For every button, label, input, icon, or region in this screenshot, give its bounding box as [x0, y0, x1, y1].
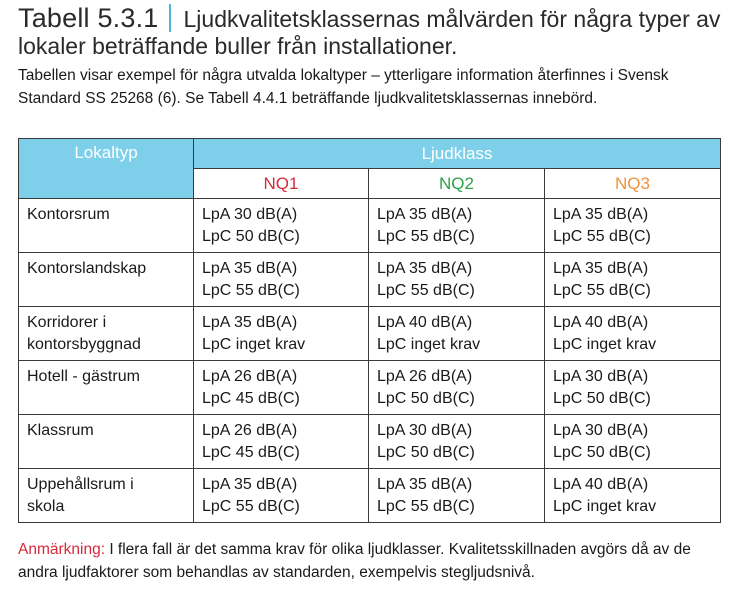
lpa-value: LpA 35 dB(A)	[377, 206, 473, 223]
room-type-cell	[19, 415, 194, 469]
lpa-value: LpA 26 dB(A)	[202, 422, 298, 439]
lpc-value: LpC 55 dB(C)	[553, 282, 651, 299]
table-caption	[18, 4, 730, 60]
lpa-value: LpA 35 dB(A)	[553, 206, 649, 223]
lpa-value: LpA 35 dB(A)	[202, 476, 298, 493]
value-cell-nq2	[369, 415, 545, 469]
table-row	[19, 415, 721, 469]
value-cell-nq1	[194, 307, 369, 361]
lpc-value: LpC 50 dB(C)	[553, 444, 651, 461]
table-number: Tabell 5.3.1	[18, 3, 159, 33]
lpa-value: LpA 35 dB(A)	[553, 260, 649, 277]
lpc-value: LpC 45 dB(C)	[202, 390, 300, 407]
lpa-value: LpA 35 dB(A)	[377, 260, 473, 277]
caption-divider	[169, 4, 171, 32]
note-paragraph	[18, 538, 730, 584]
lpa-value: LpA 30 dB(A)	[202, 206, 298, 223]
value-cell-nq1	[194, 415, 369, 469]
lpa-value: LpA 40 dB(A)	[553, 314, 649, 331]
room-type-line: Uppehållsrum i	[27, 476, 134, 493]
value-cell-nq3	[545, 469, 721, 523]
value-cell-nq2	[369, 361, 545, 415]
header-row	[19, 139, 721, 169]
note-label: Anmärkning:	[18, 541, 106, 558]
lpc-value: LpC 55 dB(C)	[202, 282, 300, 299]
header-nq2: NQ2	[369, 169, 545, 199]
room-type-line: Korridorer i	[27, 314, 107, 331]
table-row	[19, 361, 721, 415]
value-cell-nq3	[545, 415, 721, 469]
value-cell-nq2	[369, 307, 545, 361]
value-cell-nq1	[194, 361, 369, 415]
room-type-cell	[19, 307, 194, 361]
lpa-value: LpA 35 dB(A)	[377, 476, 473, 493]
lpc-value: LpC inget krav	[377, 336, 481, 353]
intro-paragraph: Tabellen visar exempel för några utvalda lokaltyper – ytterligare information återfinnes i Svensk Standard SS 25268 (6). Se Tabell 4.4.1 beträffande ljudkvalitetsklassernas innebörd.	[18, 67, 669, 107]
lpc-value: LpC 55 dB(C)	[553, 228, 651, 245]
lpc-value: LpC 45 dB(C)	[202, 444, 300, 461]
room-type-cell	[19, 199, 194, 253]
value-cell-nq2	[369, 469, 545, 523]
sound-class-table	[18, 138, 721, 523]
lpc-value: LpC 55 dB(C)	[377, 498, 475, 515]
value-cell-nq1	[194, 469, 369, 523]
lpa-value: LpA 35 dB(A)	[202, 314, 298, 331]
lpc-value: LpC 55 dB(C)	[377, 228, 475, 245]
room-type-line: Kontorslandskap	[27, 260, 147, 277]
lpc-value: LpC 50 dB(C)	[553, 390, 651, 407]
value-cell-nq3	[545, 307, 721, 361]
header-nq1: NQ1	[194, 169, 369, 199]
table-row	[19, 469, 721, 523]
lpc-value: LpC inget krav	[553, 498, 657, 515]
value-cell-nq3	[545, 361, 721, 415]
room-type-cell	[19, 253, 194, 307]
value-cell-nq2	[369, 199, 545, 253]
table-row	[19, 199, 721, 253]
value-cell-nq2	[369, 253, 545, 307]
lpa-value: LpA 30 dB(A)	[553, 422, 649, 439]
value-cell-nq1	[194, 253, 369, 307]
header-lokaltyp: Lokaltyp	[19, 139, 194, 199]
header-ljudklass: Ljudklass	[194, 139, 721, 169]
lpa-value: LpA 40 dB(A)	[553, 476, 649, 493]
table-row	[19, 253, 721, 307]
lpc-value: LpC 50 dB(C)	[202, 228, 300, 245]
room-type-line: Klassrum	[27, 422, 94, 439]
lpc-value: LpC inget krav	[553, 336, 657, 353]
note-text: I flera fall är det samma krav för olika ljudklasser. Kvalitetsskillnaden avgörs då av de andra ljudfaktorer som behandlas av standarden, exempelvis stegljudsnivå.	[18, 541, 691, 581]
lpa-value: LpA 26 dB(A)	[202, 368, 298, 385]
room-type-cell	[19, 361, 194, 415]
room-type-cell	[19, 469, 194, 523]
lpc-value: LpC 55 dB(C)	[202, 498, 300, 515]
lpa-value: LpA 30 dB(A)	[377, 422, 473, 439]
lpc-value: LpC 50 dB(C)	[377, 390, 475, 407]
lpc-value: LpC inget krav	[202, 336, 306, 353]
lpc-value: LpC 50 dB(C)	[377, 444, 475, 461]
value-cell-nq1	[194, 199, 369, 253]
room-type-line: kontorsbyggnad	[27, 336, 141, 353]
lpc-value: LpC 55 dB(C)	[377, 282, 475, 299]
room-type-line: Hotell - gästrum	[27, 368, 140, 385]
lpa-value: LpA 40 dB(A)	[377, 314, 473, 331]
table-row	[19, 307, 721, 361]
lpa-value: LpA 35 dB(A)	[202, 260, 298, 277]
header-nq3: NQ3	[545, 169, 721, 199]
lpa-value: LpA 26 dB(A)	[377, 368, 473, 385]
lpa-value: LpA 30 dB(A)	[553, 368, 649, 385]
table-title: Ljudkvalitetsklassernas målvärden för några typer av lokaler beträffande buller från installationer.	[18, 6, 721, 59]
value-cell-nq3	[545, 199, 721, 253]
room-type-line: skola	[27, 498, 65, 515]
value-cell-nq3	[545, 253, 721, 307]
room-type-line: Kontorsrum	[27, 206, 110, 223]
